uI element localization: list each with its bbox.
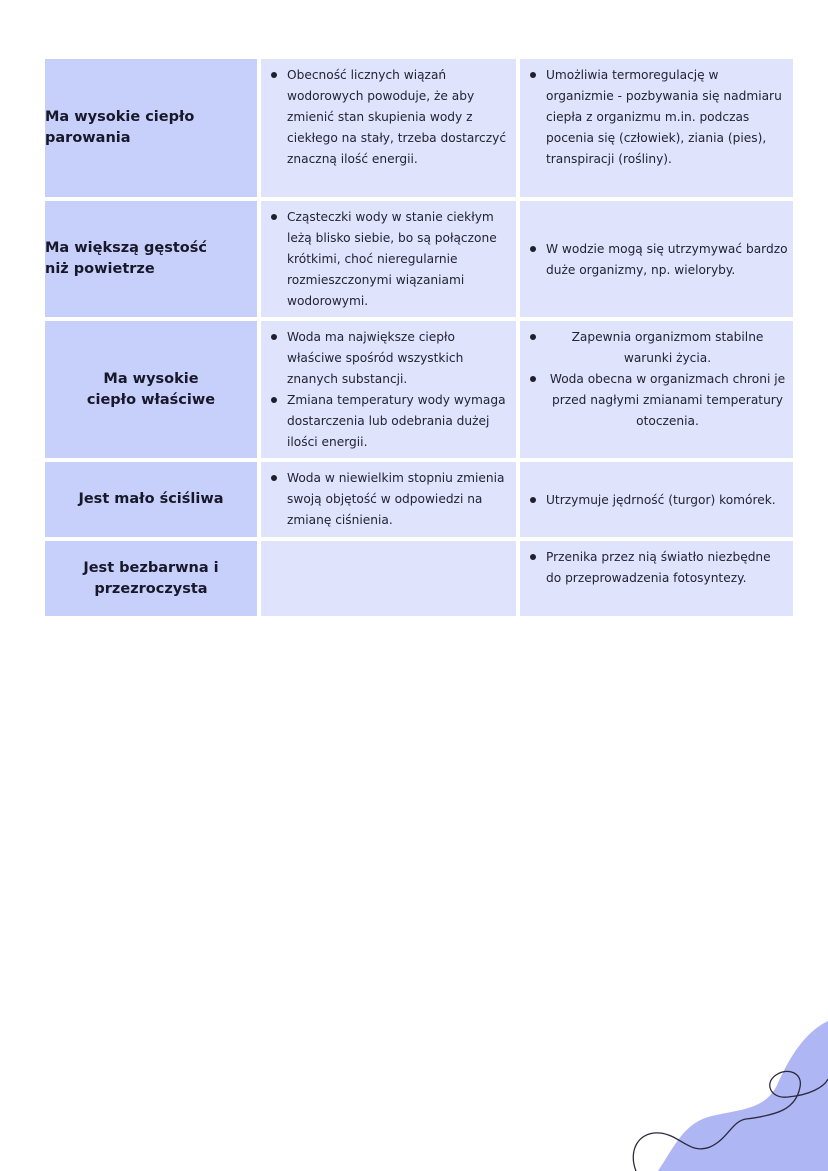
list-item: Umożliwia termoregulację w organizmie - pozbywania się nadmiaru ciepła z organizmu m.in. podczas pocenia się (człowiek), ziania (pies), transpiracji (rośliny). [526,65,789,170]
list-item: W wodzie mogą się utrzymywać bardzo duże organizmy, np. wieloryby. [526,239,789,281]
explanation-cell [261,541,516,616]
property-label: Ma większą gęstość niż powietrze [45,240,207,277]
significance-cell [520,462,793,537]
blob-shape [658,1021,828,1171]
property-label: Jest bezbarwna i przezroczysta [83,559,219,597]
explanation-cell [261,321,516,458]
explanation-cell [261,462,516,537]
property-cell [45,321,257,458]
explanation-list [267,327,512,453]
significance-cell [520,321,793,458]
list-item: Zmiana temperatury wody wymaga dostarczenia lub odebrania dużej ilości energii. [267,390,512,453]
significance-list [526,65,789,170]
significance-list [526,547,789,589]
significance-list [526,327,789,432]
explanation-cell [261,201,516,317]
decorative-blob [628,1021,828,1171]
property-cell [45,541,257,616]
list-item: Cząsteczki wody w stanie ciekłym leżą blisko siebie, bo są połączone krótkimi, choć nieregularnie rozmieszczonymi wiązaniami wodorowymi. [267,207,512,312]
significance-cell [520,201,793,317]
list-item: Woda w niewielkim stopniu zmienia swoją objętość w odpowiedzi na zmianę ciśnienia. [267,468,512,531]
list-item: Zapewnia organizmom stabilne warunki życia. [526,327,789,369]
list-item: Przenika przez nią światło niezbędne do przeprowadzenia fotosyntezy. [526,547,789,589]
property-label: Ma wysokie ciepło właściwe [86,370,216,408]
explanation-list [267,468,512,531]
property-cell [45,201,257,317]
explanation-list [267,207,512,312]
significance-cell [520,541,793,616]
significance-cell [520,59,793,197]
list-item: Utrzymuje jędrność (turgor) komórek. [526,490,789,511]
explanation-cell [261,59,516,197]
list-item: Woda ma największe ciepło właściwe spośród wszystkich znanych substancji. [267,327,512,390]
significance-list [526,239,789,281]
list-item: Obecność licznych wiązań wodorowych powoduje, że aby zmienić stan skupienia wody z ciekłego na stały, trzeba dostarczyć znaczną ilość energii. [267,65,512,170]
significance-list [526,490,789,511]
property-label: Jest mało ściśliwa [78,491,224,507]
property-cell [45,59,257,197]
list-item: Woda obecna w organizmach chroni je przed nagłymi zmianami temperatury otoczenia. [526,369,789,432]
property-cell [45,462,257,537]
explanation-list [267,65,512,170]
property-label: Ma wysokie ciepło parowania [45,109,195,146]
water-properties-table [45,59,793,616]
